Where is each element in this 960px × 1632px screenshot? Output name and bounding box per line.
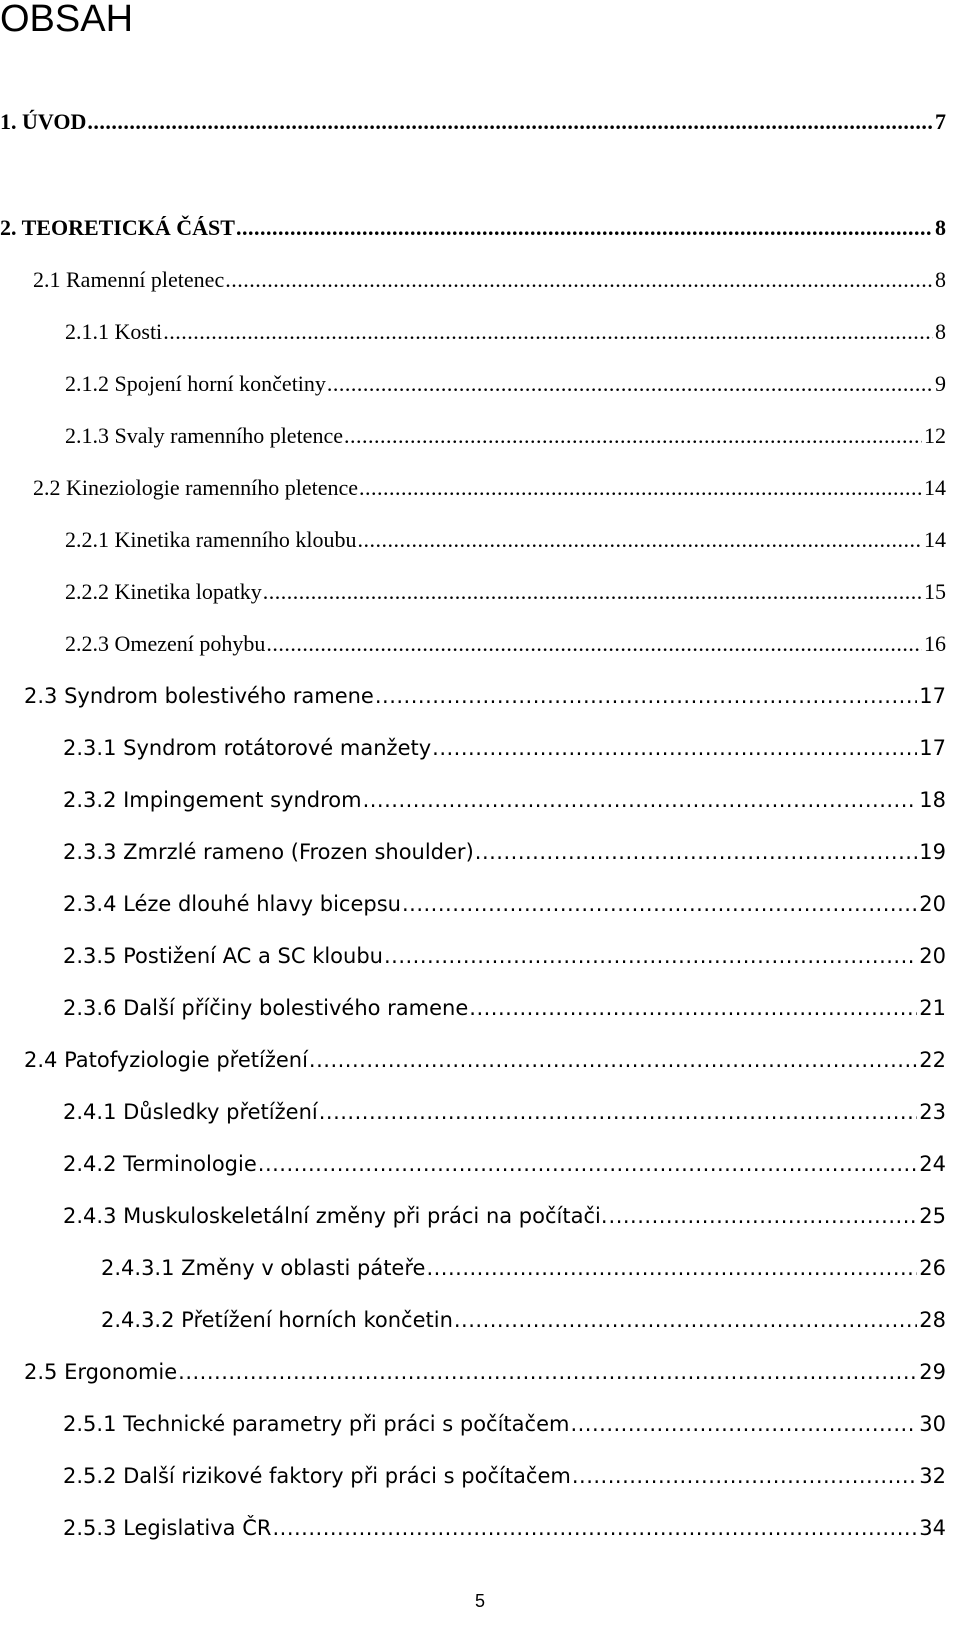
toc-entry-page: 7	[935, 109, 946, 134]
toc-entry[interactable]	[65, 630, 946, 658]
toc-entry[interactable]	[65, 318, 946, 346]
toc-entry-page: 8	[935, 319, 946, 344]
toc-entry[interactable]	[63, 890, 946, 918]
dot-leader	[178, 1358, 917, 1386]
toc-entry-title: 2.1.1 Kosti	[65, 319, 163, 344]
toc-entry-page: 17	[919, 684, 946, 708]
toc-entry-title: 2.1.2 Spojení horní končetiny	[65, 371, 326, 396]
dot-leader	[309, 1046, 917, 1074]
toc-entry-title: 2. TEORETICKÁ ČÁST	[0, 215, 235, 240]
toc-entry-title: 2.3 Syndrom bolestivého ramene	[24, 684, 374, 708]
toc-entry-page: 14	[924, 475, 946, 500]
dot-leader	[87, 108, 933, 136]
toc-entry-title: 2.2 Kineziologie ramenního pletence	[33, 475, 358, 500]
toc-entry-title: 2.3.3 Zmrzlé rameno (Frozen shoulder)	[63, 840, 474, 864]
toc-entry[interactable]	[24, 1358, 946, 1386]
toc-entry[interactable]	[101, 1306, 946, 1334]
dot-leader	[327, 370, 933, 398]
toc-entry[interactable]	[63, 734, 946, 762]
dot-leader	[375, 682, 917, 710]
dot-leader	[357, 526, 922, 554]
toc-entry-page: 28	[919, 1308, 946, 1332]
toc-entry[interactable]	[63, 1202, 946, 1230]
toc-entry-page: 16	[924, 631, 946, 656]
toc-entry-page: 32	[919, 1464, 946, 1488]
dot-leader	[263, 578, 922, 606]
toc-entry-title: 1. ÚVOD	[0, 109, 87, 134]
toc-entry[interactable]	[33, 474, 946, 502]
dot-leader	[475, 838, 918, 866]
dot-leader	[344, 422, 922, 450]
toc-entry-title: 2.2.3 Omezení pohybu	[65, 631, 266, 656]
toc-entry-page: 8	[935, 267, 946, 292]
toc-entry[interactable]	[63, 994, 946, 1022]
toc-entry-page: 21	[919, 996, 946, 1020]
dot-leader	[570, 1410, 917, 1438]
toc-entry-title: 2.3.6 Další příčiny bolestivého ramene	[63, 996, 469, 1020]
toc-entry[interactable]	[0, 108, 946, 136]
dot-leader	[402, 890, 917, 918]
toc-entry[interactable]	[63, 942, 946, 970]
toc-entry[interactable]	[63, 786, 946, 814]
toc-entry-title: 2.4.3 Muskuloskeletální změny při práci na počítači.	[63, 1204, 608, 1228]
toc-entry-title: 2.5.3 Legislativa ČR	[63, 1516, 272, 1540]
toc-entry-page: 9	[935, 371, 946, 396]
toc-entry-page: 25	[919, 1204, 946, 1228]
toc-entry-title: 2.4.3.1 Změny v oblasti páteře	[101, 1256, 426, 1280]
dot-leader	[363, 786, 918, 814]
dot-leader	[319, 1098, 918, 1126]
toc-entry[interactable]	[33, 266, 946, 294]
toc-entry[interactable]	[24, 1046, 946, 1074]
toc-entry-title: 2.4 Patofyziologie přetížení	[24, 1048, 308, 1072]
toc-entry-page: 15	[924, 579, 946, 604]
toc-entry-title: 2.4.2 Terminologie	[63, 1152, 257, 1176]
dot-leader	[272, 1514, 917, 1542]
dot-leader	[359, 474, 922, 502]
toc-entry-page: 20	[919, 892, 946, 916]
dot-leader	[266, 630, 922, 658]
toc-entry-title: 2.3.4 Léze dlouhé hlavy bicepsu	[63, 892, 401, 916]
toc-entry-page: 14	[924, 527, 946, 552]
toc-entry-title: 2.2.1 Kinetika ramenního kloubu	[65, 527, 357, 552]
toc-entry-page: 17	[919, 736, 946, 760]
toc-entry-title: 2.5.1 Technické parametry při práci s počítačem	[63, 1412, 570, 1436]
toc-entry[interactable]	[0, 214, 946, 242]
toc-entry[interactable]	[63, 1098, 946, 1126]
dot-leader	[236, 214, 933, 242]
toc-entry[interactable]	[65, 370, 946, 398]
toc-entry-page: 12	[924, 423, 946, 448]
dot-leader	[432, 734, 917, 762]
toc-entry-title: 2.3.1 Syndrom rotátorové manžety	[63, 736, 432, 760]
toc-entry-page: 20	[919, 944, 946, 968]
toc-entry-page: 26	[919, 1256, 946, 1280]
toc-entry-page: 30	[919, 1412, 946, 1436]
dot-leader	[384, 942, 917, 970]
dot-leader	[163, 318, 933, 346]
toc-entry-page: 34	[919, 1516, 946, 1540]
toc-entry[interactable]	[63, 1150, 946, 1178]
toc-entry[interactable]	[63, 1514, 946, 1542]
toc-entry[interactable]	[101, 1254, 946, 1282]
toc-entry-title: 2.1 Ramenní pletenec	[33, 267, 225, 292]
toc-entry-page: 23	[919, 1100, 946, 1124]
dot-leader	[469, 994, 917, 1022]
toc-entry[interactable]	[65, 422, 946, 450]
toc-heading: OBSAH	[0, 0, 134, 40]
toc-entry-title: 2.4.3.2 Přetížení horních končetin	[101, 1308, 453, 1332]
toc-entry[interactable]	[65, 526, 946, 554]
toc-entry-page: 8	[935, 215, 946, 240]
dot-leader	[572, 1462, 917, 1490]
toc-entry-page: 29	[919, 1360, 946, 1384]
toc-entry[interactable]	[63, 838, 946, 866]
page-number: 5	[474, 1591, 485, 1611]
toc-entry-title: 2.2.2 Kinetika lopatky	[65, 579, 262, 604]
toc-entry-title: 2.5 Ergonomie	[24, 1360, 178, 1384]
toc-entry[interactable]	[63, 1410, 946, 1438]
toc-entry-title: 2.1.3 Svaly ramenního pletence	[65, 423, 343, 448]
toc-entry[interactable]	[63, 1462, 946, 1490]
toc-entry-page: 19	[919, 840, 946, 864]
toc-entry[interactable]	[24, 682, 946, 710]
toc-entry-title: 2.3.5 Postižení AC a SC kloubu	[63, 944, 383, 968]
dot-leader	[454, 1306, 917, 1334]
toc-entry[interactable]	[65, 578, 946, 606]
toc-entry-title: 2.4.1 Důsledky přetížení	[63, 1100, 318, 1124]
toc-entry-page: 22	[919, 1048, 946, 1072]
toc-entry-title: 2.3.2 Impingement syndrom	[63, 788, 362, 812]
toc-entry-page: 18	[919, 788, 946, 812]
dot-leader	[609, 1202, 918, 1230]
dot-leader	[258, 1150, 917, 1178]
dot-leader	[225, 266, 933, 294]
toc-entry-title: 2.5.2 Další rizikové faktory při práci s počítačem	[63, 1464, 571, 1488]
toc-entry-page: 24	[919, 1152, 946, 1176]
dot-leader	[426, 1254, 917, 1282]
